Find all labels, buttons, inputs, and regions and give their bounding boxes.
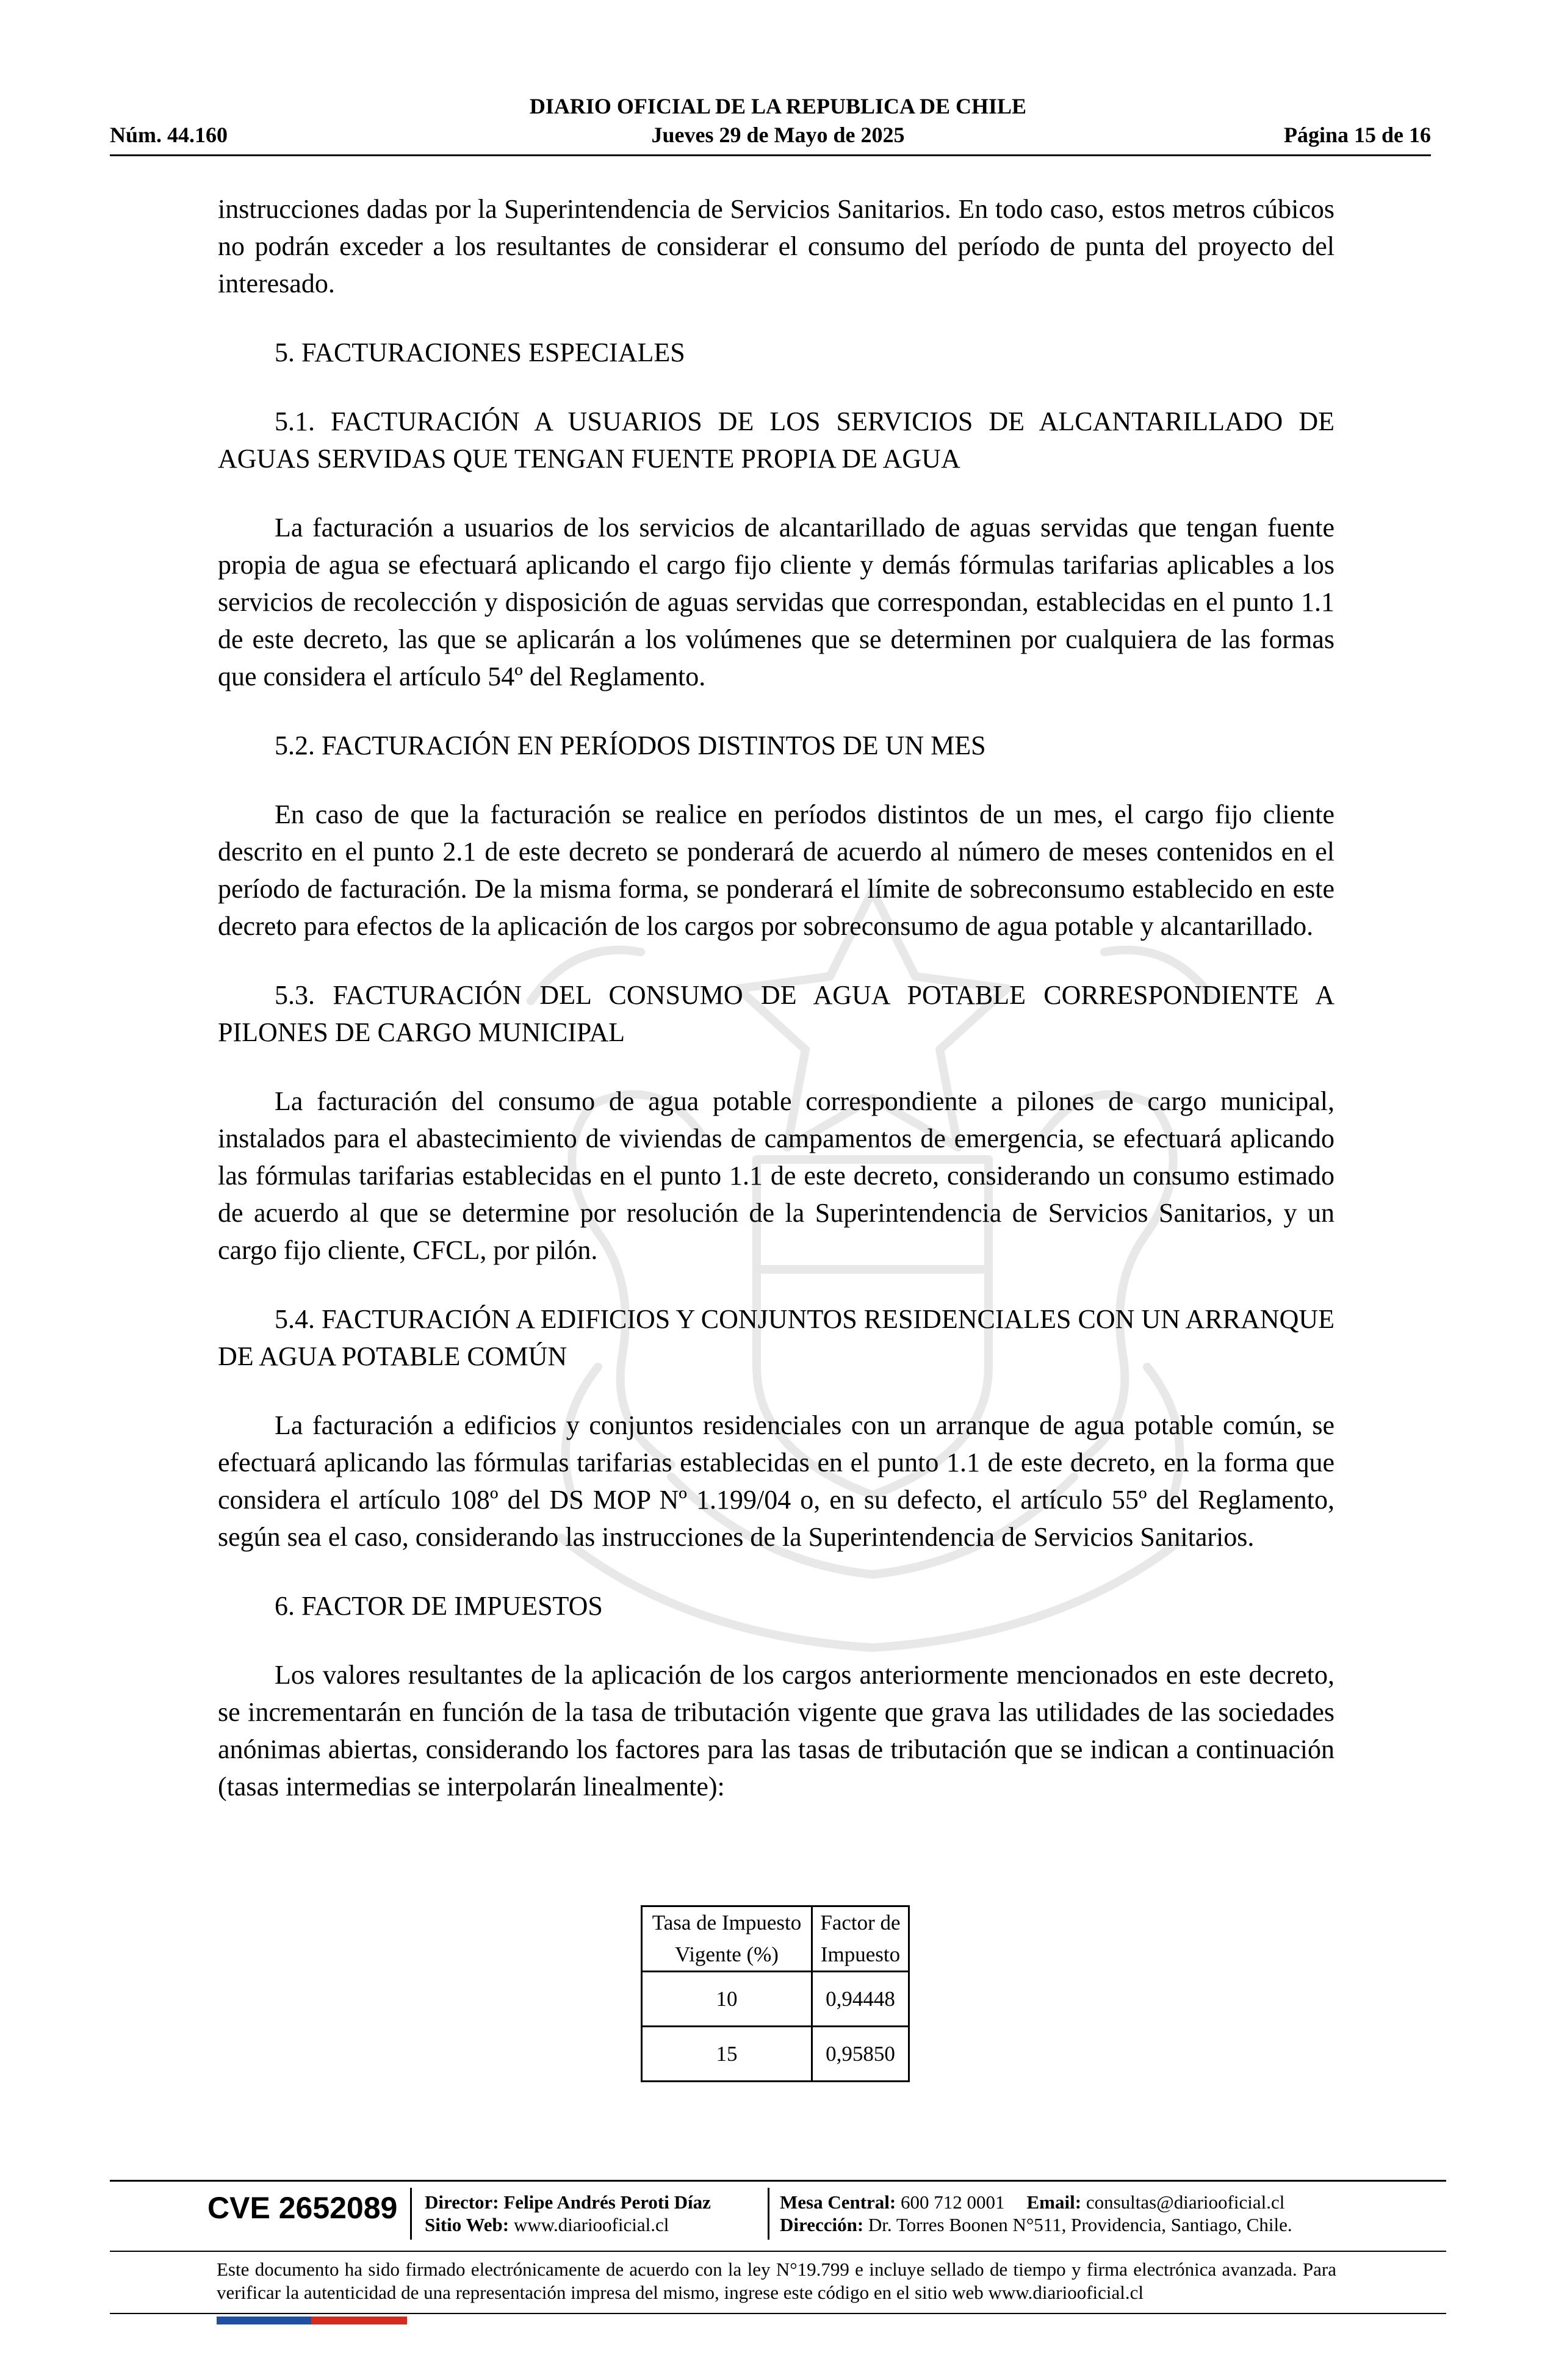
flag-blue-segment <box>217 2317 311 2324</box>
footer-divider-top <box>110 2180 1446 2182</box>
email-link[interactable]: consultas@diariooficial.cl <box>1086 2191 1285 2213</box>
issue-number: Núm. 44.160 <box>110 123 228 147</box>
issue-date: Jueves 29 de Mayo de 2025 <box>651 123 905 147</box>
footer-contact-block <box>780 2191 1292 2236</box>
footer-divider-bottom <box>110 2313 1446 2314</box>
section-heading-5: 5. FACTURACIONES ESPECIALES <box>275 337 685 367</box>
table-cell-rate: 15 <box>642 2027 812 2082</box>
footer-director-block <box>425 2191 711 2236</box>
table-header-rate: Tasa de Impuesto Vigente (%) <box>642 1906 812 1972</box>
document-body <box>218 190 1334 1837</box>
table-row <box>642 2027 909 2082</box>
footer-separator <box>768 2188 769 2240</box>
website-link[interactable]: www.diariooficial.cl <box>513 2214 669 2235</box>
flag-color-bar <box>217 2317 407 2324</box>
director-label: Director: <box>425 2191 499 2213</box>
paragraph-5-1: La facturación a usuarios de los servicios de alcantarillado de aguas servidas que tengan fuente propia de agua se efectuará aplicando el cargo fijo cliente y demás fórmulas tarifarias aplicables a los servicios de recolección y disposición de aguas servidas que correspondan, establecidas en el punto 1.1 de este decreto, las que se aplicarán a los volúmenes que se determinen por cualquiera de las formas que considera el artículo 54º del Reglamento. <box>218 513 1334 691</box>
cve-code: CVE 2652089 <box>207 2191 398 2225</box>
section-heading-5-4: 5.4. FACTURACIÓN A EDIFICIOS Y CONJUNTOS RESIDENCIALES CON UN ARRANQUE DE AGUA POTABLE COMÚN <box>218 1304 1334 1371</box>
section-heading-5-2: 5.2. FACTURACIÓN EN PERÍODOS DISTINTOS DE UN MES <box>275 730 986 760</box>
table-header-row <box>642 1906 909 1972</box>
table-cell-rate: 10 <box>642 1972 812 2027</box>
section-heading-6: 6. FACTOR DE IMPUESTOS <box>275 1591 603 1621</box>
phone-number: 600 712 0001 <box>901 2191 1005 2213</box>
paragraph-5-2: En caso de que la facturación se realice en períodos distintos de un mes, el cargo fijo cliente descrito en el punto 2.1 de este decreto se ponderará de acuerdo al número de meses contenidos en el período de facturación. De la misma forma, se ponderará el límite de sobreconsumo establecido en este decreto para efectos de la aplicación de los cargos por sobreconsumo de agua potable y alcantarillado. <box>218 799 1334 941</box>
table-row <box>642 1972 909 2027</box>
flag-red-segment <box>311 2317 407 2324</box>
director-name: Felipe Andrés Peroti Díaz <box>503 2191 711 2213</box>
table-cell-factor: 0,95850 <box>812 2027 909 2082</box>
electronic-signature-notice: Este documento ha sido firmado electrónicamente de acuerdo con la ley N°19.799 e incluye sellado de tiempo y firma electrónica avanzada. Para verificar la autenticidad de una representación impresa del mismo, ingrese este código en el sitio web www.diariooficial.cl <box>217 2259 1336 2303</box>
table-header-factor: Factor de Impuesto <box>812 1906 909 1972</box>
paragraph-6: Los valores resultantes de la aplicación de los cargos anteriormente mencionados en este decreto, se incrementarán en función de la tasa de tributación vigente que grava las utilidades de las sociedades anónimas abiertas, considerando los factores para las tasas de tributación que se indican a continuación (tasas intermedias se interpolarán linealmente): <box>218 1660 1334 1801</box>
footer-divider-middle <box>110 2251 1446 2252</box>
header-divider <box>110 154 1431 156</box>
paragraph-5-4: La facturación a edificios y conjuntos residenciales con un arranque de agua potable común, se efectuará aplicando las fórmulas tarifarias establecidas en el punto 1.1 de este decreto, en la forma que considera el artículo 108º del DS MOP Nº 1.199/04 o, en su defecto, el artículo 55º del Reglamento, según sea el caso, considerando las instrucciones de la Superintendencia de Servicios Sanitarios. <box>218 1410 1334 1552</box>
tax-factor-table <box>641 1905 910 2082</box>
table-cell-factor: 0,94448 <box>812 1972 909 2027</box>
website-label: Sitio Web: <box>425 2214 510 2235</box>
section-heading-5-3: 5.3. FACTURACIÓN DEL CONSUMO DE AGUA POTABLE CORRESPONDIENTE A PILONES DE CARGO MUNICIPAL <box>218 980 1334 1047</box>
paragraph-5-3: La facturación del consumo de agua potable correspondiente a pilones de cargo municipal, instalados para el abastecimiento de viviendas de campamentos de emergencia, se efectuará aplicando las fórmulas tarifarias establecidas en el punto 1.1 de este decreto, considerando un consumo estimado de acuerdo al que se determine por resolución de la Superintendencia de Servicios Sanitarios, y un cargo fijo cliente, CFCL, por pilón. <box>218 1086 1334 1265</box>
phone-label: Mesa Central: <box>780 2191 896 2213</box>
newspaper-title: DIARIO OFICIAL DE LA REPUBLICA DE CHILE <box>529 94 1027 118</box>
section-heading-5-1: 5.1. FACTURACIÓN A USUARIOS DE LOS SERVICIOS DE ALCANTARILLADO DE AGUAS SERVIDAS QUE TENGAN FUENTE PROPIA DE AGUA <box>218 406 1334 474</box>
email-label: Email: <box>1026 2191 1082 2213</box>
footer-separator <box>410 2188 412 2240</box>
address-label: Dirección: <box>780 2214 864 2235</box>
address-value: Dr. Torres Boonen N°511, Providencia, Santiago, Chile. <box>868 2214 1292 2235</box>
paragraph-continuation: instrucciones dadas por la Superintendencia de Servicios Sanitarios. En todo caso, estos metros cúbicos no podrán exceder a los resultantes de considerar el consumo del período de punta del proyecto del interesado. <box>218 194 1334 298</box>
page-number: Página 15 de 16 <box>1283 123 1431 147</box>
